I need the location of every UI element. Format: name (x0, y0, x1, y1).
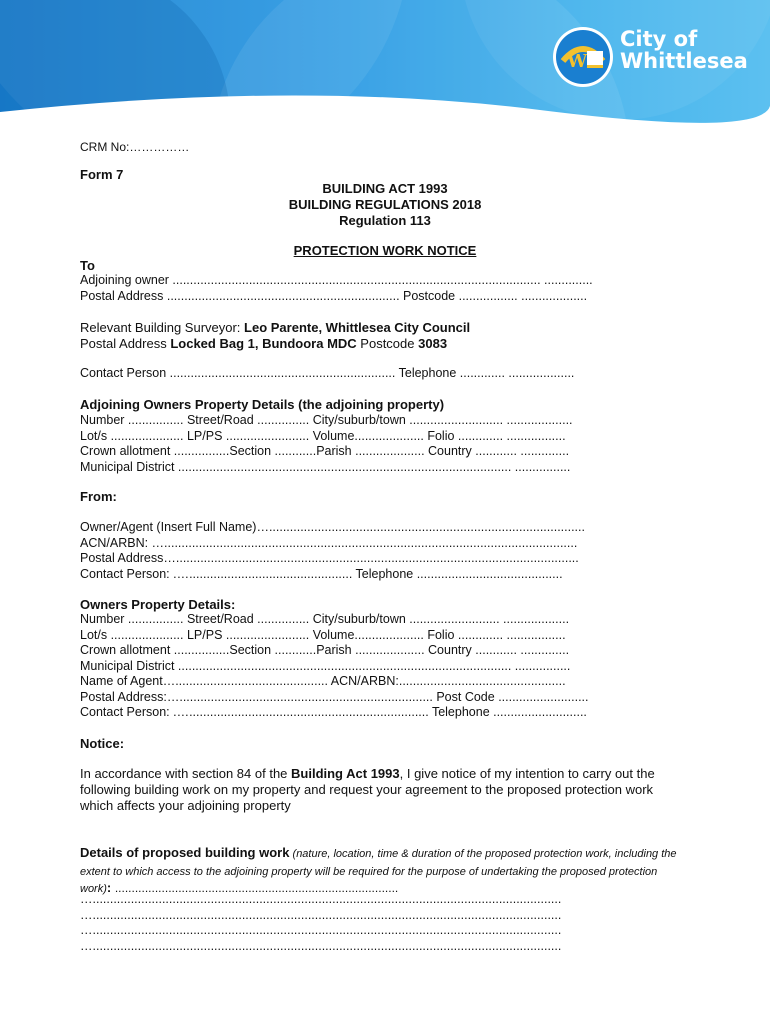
notice-title: PROTECTION WORK NOTICE (293, 243, 477, 258)
adjoining-owner-field[interactable]: Adjoining owner .......................................................................................................... .............. (80, 273, 593, 287)
svg-text:W: W (567, 51, 588, 72)
notice-text-2: , I give notice of my intention to carry out the following building work on my property and request your agreement to the proposed protection work which affects your adjoining property (80, 766, 655, 813)
from-contact-field[interactable]: Contact Person: .…............................................... Telephone .......................................... (80, 566, 563, 581)
surveyor-label: Relevant Building Surveyor: (80, 320, 245, 335)
owners-number-field[interactable]: Number ................ Street/Road ............... City/suburb/town .......................... ................... (80, 612, 570, 626)
crm-number: CRM No:…………… (80, 140, 190, 154)
adjoining-crown-field[interactable]: Crown allotment ................Section ............Parish .................... Country ............ .............. (80, 444, 570, 458)
details-paragraph (80, 845, 680, 898)
details-line[interactable]: …....................................................................................................................................... (80, 907, 562, 922)
owners-heading: Owners Property Details: (80, 597, 236, 612)
adjoining-municipal-field[interactable]: Municipal District ................................................................................................ ................ (80, 459, 571, 474)
details-first-line[interactable]: ..................................................................................... (114, 881, 399, 895)
logo-line-2: Whittlesea (620, 49, 748, 73)
details-line[interactable]: …....................................................................................................................................... (80, 938, 562, 953)
logo-line-1: City of (620, 27, 698, 51)
notice-text-bold: Building Act 1993 (291, 766, 400, 781)
details-colon: : (106, 880, 115, 895)
surveyor-value: Leo Parente, Whittlesea City Council (244, 320, 471, 335)
from-details (80, 520, 645, 582)
owners-crown-field[interactable]: Crown allotment ................Section ............Parish .................... Country ............ .............. (80, 643, 570, 657)
header-banner (0, 0, 770, 128)
regulation-number: Regulation 113 (339, 213, 431, 228)
owners-contact-field[interactable]: Contact Person: .…..................................................................... Telephone ........................... (80, 705, 587, 719)
to-section (80, 273, 645, 304)
details-label: Details of proposed building work (80, 845, 290, 860)
notice-text-1: In accordance with section 84 of the (80, 766, 292, 781)
owner-agent-field[interactable]: Owner/Agent (Insert Full Name)…........................................................................................... (80, 520, 585, 534)
owners-details (80, 612, 645, 721)
details-line[interactable]: …....................................................................................................................................... (80, 923, 562, 937)
postal-address-field[interactable]: Postal Address ................................................................... Postcode ................. ................... (80, 288, 588, 303)
surveyor-section (80, 320, 660, 352)
city-logo-text (620, 28, 748, 72)
surveyor-postcode-value: 3083 (418, 336, 448, 351)
owners-lot-field[interactable]: Lot/s ..................... LP/PS ........................ Volume.................... Folio ............. ................. (80, 627, 566, 642)
city-logo-icon (553, 27, 613, 87)
details-line[interactable]: …....................................................................................................................................... (80, 892, 562, 906)
agent-name-field[interactable]: Name of Agent…............................................ ACN/ARBN:................................................ (80, 674, 566, 688)
surveyor-postcode-label: Postcode (356, 336, 419, 351)
form-number: Form 7 (80, 167, 124, 182)
surveyor-postal-label: Postal Address (80, 336, 171, 351)
contact-section (80, 366, 645, 382)
contact-person-field[interactable]: Contact Person ................................................................. Telephone ............. ................... (80, 366, 575, 380)
details-lines (80, 892, 645, 954)
acn-arbn-field[interactable]: ACN/ARBN: …....................................................................................................................... (80, 535, 578, 550)
details-instructions: (nature, location, time & duration of the proposed protection work, including the extent to which access to the adjoining property will be required for the purpose of undertaking the proposed protection work) (80, 848, 677, 895)
adjoining-lot-field[interactable]: Lot/s ..................... LP/PS ........................ Volume.................... Folio ............. ................. (80, 428, 566, 443)
adjoining-details (80, 413, 645, 475)
surveyor-postal-value: Locked Bag 1, Bundoora MDC (170, 336, 357, 351)
owners-municipal-field[interactable]: Municipal District ................................................................................................ ................ (80, 658, 571, 673)
from-label: From: (80, 489, 117, 504)
act-title: BUILDING ACT 1993 (322, 181, 448, 196)
notice-paragraph (80, 766, 660, 814)
notice-label: Notice: (80, 736, 125, 751)
adjoining-heading: Adjoining Owners Property Details (the adjoining property) (80, 397, 445, 412)
regulations-title: BUILDING REGULATIONS 2018 (288, 197, 482, 212)
to-label: To (80, 258, 95, 273)
from-postal-field[interactable]: Postal Address….................................................................................................................... (80, 551, 579, 565)
owners-postal-field[interactable]: Postal Address:…......................................................................... Post Code .......................... (80, 689, 589, 704)
adjoining-number-field[interactable]: Number ................ Street/Road ............... City/suburb/town ........................... ................... (80, 413, 573, 427)
